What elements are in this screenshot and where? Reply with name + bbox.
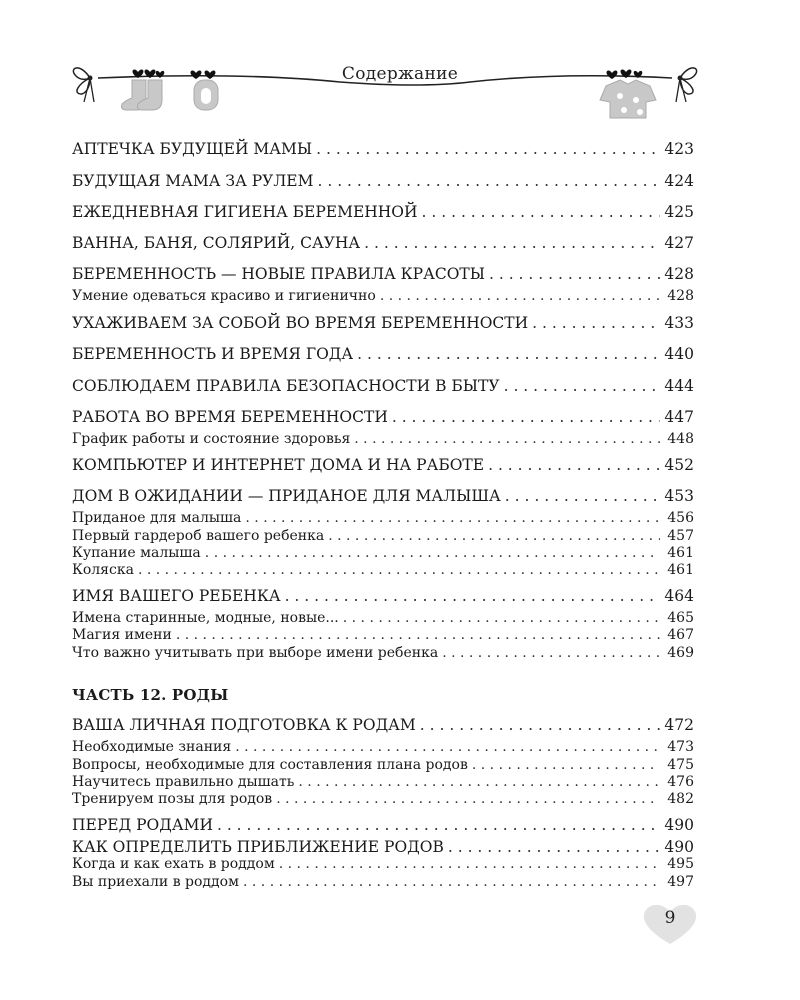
- toc-entry-title: Первый гардероб вашего ребенка: [72, 528, 325, 544]
- part-heading: ЧАСТЬ 12. РОДЫ: [72, 686, 229, 704]
- toc-section-entry[interactable]: [72, 545, 694, 561]
- toc-section-entry[interactable]: [72, 627, 694, 643]
- toc-entry-title: ВАША ЛИЧНАЯ ПОДГОТОВКА К РОДАМ: [72, 716, 416, 734]
- toc-entry-page: 469: [667, 645, 694, 661]
- toc-chapter-entry[interactable]: [72, 408, 694, 426]
- dot-leader: [422, 203, 660, 221]
- toc-entry-title: КОМПЬЮТЕР И ИНТЕРНЕТ ДОМА И НА РАБОТЕ: [72, 456, 485, 474]
- toc-entry-title: ДОМ В ОЖИДАНИИ — ПРИДАНОЕ ДЛЯ МАЛЫША: [72, 487, 501, 505]
- toc-entry-title: График работы и состояние здоровья: [72, 431, 351, 447]
- toc-entry-title: УХАЖИВАЕМ ЗА СОБОЙ ВО ВРЕМЯ БЕРЕМЕННОСТИ: [72, 314, 529, 332]
- toc-entry-title: АПТЕЧКА БУДУЩЕЙ МАМЫ: [72, 140, 313, 158]
- toc-entry-page: 444: [664, 377, 694, 395]
- dot-leader: [205, 545, 660, 561]
- toc-entry-title: Вы приехали в роддом: [72, 874, 239, 890]
- dot-leader: [420, 716, 660, 734]
- dot-leader: [243, 874, 660, 890]
- toc-chapter-entry[interactable]: [72, 377, 694, 395]
- toc-entry-title: ИМЯ ВАШЕГО РЕБЕНКА: [72, 587, 281, 605]
- toc-entry-page: 440: [664, 345, 694, 363]
- dot-leader: [472, 757, 660, 773]
- toc-entry-title: БЕРЕМЕННОСТЬ И ВРЕМЯ ГОДА: [72, 345, 354, 363]
- toc-entry-title: Необходимые знания: [72, 739, 232, 755]
- dot-leader: [276, 791, 660, 807]
- toc-entry-page: 423: [664, 140, 694, 158]
- toc-entry-title: Приданое для малыша: [72, 510, 242, 526]
- toc-entry-title: РАБОТА ВО ВРЕМЯ БЕРЕМЕННОСТИ: [72, 408, 388, 426]
- dot-leader: [285, 587, 660, 605]
- dot-leader: [235, 739, 660, 755]
- dot-leader: [505, 487, 660, 505]
- dot-leader: [442, 645, 660, 661]
- toc-entry-title: ВАННА, БАНЯ, СОЛЯРИЙ, САУНА: [72, 234, 361, 252]
- toc-section-entry[interactable]: [72, 562, 694, 578]
- dot-leader: [245, 510, 660, 526]
- toc-entry-title: Тренируем позы для родов: [72, 791, 273, 807]
- toc-entry-title: Купание малыша: [72, 545, 201, 561]
- toc-entry-title: Научитесь правильно дышать: [72, 774, 295, 790]
- toc-entry-title: ПЕРЕД РОДАМИ: [72, 816, 213, 834]
- toc-entry-title: Магия имени: [72, 627, 172, 643]
- toc-section-entry[interactable]: [72, 774, 694, 790]
- baby-bottle-icon: [194, 80, 218, 110]
- dot-leader: [504, 377, 660, 395]
- toc-entry-page: 448: [667, 431, 694, 447]
- dot-leader: [357, 345, 660, 363]
- toc-section-entry[interactable]: [72, 610, 694, 626]
- toc-entry-page: 447: [664, 408, 694, 426]
- toc-entry-page: 425: [664, 203, 694, 221]
- toc-entry-title: БЕРЕМЕННОСТЬ — НОВЫЕ ПРАВИЛА КРАСОТЫ: [72, 265, 485, 283]
- dot-leader: [316, 140, 660, 158]
- toc-entry-page: 467: [667, 627, 694, 643]
- toc-chapter-entry[interactable]: [72, 487, 694, 505]
- dot-leader: [298, 774, 660, 790]
- toc-entry-page: 495: [667, 856, 694, 872]
- toc-chapter-entry[interactable]: [72, 140, 694, 158]
- toc-chapter-entry[interactable]: [72, 816, 694, 834]
- toc-entry-title: Что важно учитывать при выборе имени ребенка: [72, 645, 439, 661]
- toc-entry-page: 482: [667, 791, 694, 807]
- dot-leader: [176, 627, 660, 643]
- toc-entry-page: 428: [664, 265, 694, 283]
- toc-entry-page: 465: [667, 610, 694, 626]
- toc-entry-page: 427: [664, 234, 694, 252]
- page-number: 9: [664, 908, 676, 928]
- toc-chapter-entry[interactable]: [72, 203, 694, 221]
- toc-entry-page: 497: [667, 874, 694, 890]
- dot-leader: [364, 234, 660, 252]
- dot-leader: [532, 314, 660, 332]
- toc-entry-page: 461: [667, 545, 694, 561]
- toc-section-entry[interactable]: [72, 510, 694, 526]
- toc-entry-page: 473: [667, 739, 694, 755]
- dot-leader: [343, 610, 660, 626]
- toc-chapter-entry[interactable]: [72, 314, 694, 332]
- toc-chapter-entry[interactable]: [72, 265, 694, 283]
- toc-section-entry[interactable]: [72, 791, 694, 807]
- toc-entry-page: 456: [667, 510, 694, 526]
- running-header-title: Содержание: [341, 64, 459, 84]
- toc-entry-page: 472: [664, 716, 694, 734]
- dot-leader: [328, 528, 660, 544]
- toc-entry-title: ЕЖЕДНЕВНАЯ ГИГИЕНА БЕРЕМЕННОЙ: [72, 203, 418, 221]
- dot-leader: [489, 265, 660, 283]
- dot-leader: [380, 288, 660, 304]
- toc-entry-page: 428: [667, 288, 694, 304]
- toc-chapter-entry[interactable]: [72, 345, 694, 363]
- toc-entry-title: Коляска: [72, 562, 134, 578]
- toc-entry-page: 457: [667, 528, 694, 544]
- toc-entry-title: Когда и как ехать в роддом: [72, 856, 275, 872]
- dot-leader: [488, 456, 660, 474]
- toc-section-entry[interactable]: [72, 431, 694, 447]
- toc-chapter-entry[interactable]: [72, 587, 694, 605]
- toc-section-entry[interactable]: [72, 288, 694, 304]
- dot-leader: [448, 838, 660, 856]
- toc-section-entry[interactable]: [72, 757, 694, 773]
- toc-entry-page: 464: [664, 587, 694, 605]
- toc-entry-page: 475: [667, 757, 694, 773]
- dot-leader: [392, 408, 660, 426]
- toc-entry-title: Вопросы, необходимые для составления плана родов: [72, 757, 468, 773]
- toc-chapter-entry[interactable]: [72, 838, 694, 856]
- toc-entry-page: 452: [664, 456, 694, 474]
- toc-section-entry[interactable]: [72, 739, 694, 755]
- dot-leader: [217, 816, 660, 834]
- dot-leader: [138, 562, 660, 578]
- toc-entry-page: 461: [667, 562, 694, 578]
- toc-section-entry[interactable]: [72, 874, 694, 890]
- toc-entry-page: 424: [664, 172, 694, 190]
- toc-entry-page: 490: [664, 816, 694, 834]
- toc-entry-page: 433: [664, 314, 694, 332]
- baby-socks-icon: [122, 80, 163, 110]
- toc-entry-title: КАК ОПРЕДЕЛИТЬ ПРИБЛИЖЕНИЕ РОДОВ: [72, 838, 444, 856]
- toc-section-entry[interactable]: [72, 528, 694, 544]
- toc-entry-title: БУДУЩАЯ МАМА ЗА РУЛЕМ: [72, 172, 314, 190]
- dot-leader: [317, 172, 660, 190]
- toc-chapter-entry[interactable]: [72, 456, 694, 474]
- toc-chapter-entry[interactable]: [72, 716, 694, 734]
- toc-entry-title: Умение одеваться красиво и гигиенично: [72, 288, 376, 304]
- toc-entry-title: СОБЛЮДАЕМ ПРАВИЛА БЕЗОПАСНОСТИ В БЫТУ: [72, 377, 500, 395]
- toc-section-entry[interactable]: [72, 645, 694, 661]
- dot-leader: [354, 431, 660, 447]
- baby-shirt-icon: [600, 80, 656, 118]
- toc-entry-title: Имена старинные, модные, новые...: [72, 610, 339, 626]
- dot-leader: [279, 856, 660, 872]
- toc-section-entry[interactable]: [72, 856, 694, 872]
- toc-chapter-entry[interactable]: [72, 234, 694, 252]
- toc-entry-page: 453: [664, 487, 694, 505]
- toc-entry-page: 476: [667, 774, 694, 790]
- toc-entry-page: 490: [664, 838, 694, 856]
- toc-chapter-entry[interactable]: [72, 172, 694, 190]
